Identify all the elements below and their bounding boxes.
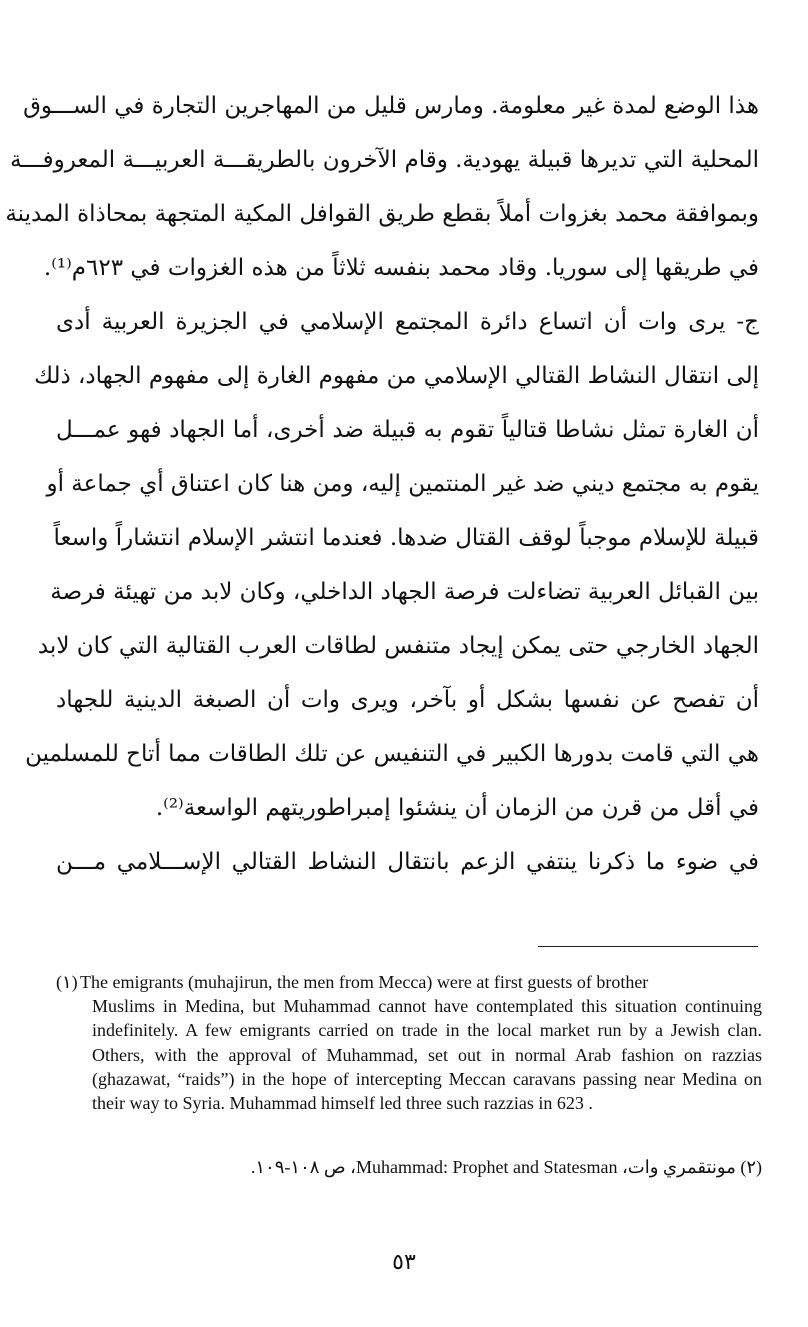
body-line-3: وبموافقة محمد بغزوات أملاً بقطع طريق القوافل المكية المتجهة بمحاذاة المدينة	[5, 201, 759, 227]
body-line-5: ج- يرى وات أن اتساع دائرة المجتمع الإسلامي في الجزيرة العربية أدى	[56, 309, 759, 335]
footnote-1-marker: (١)	[56, 972, 78, 992]
footnote-separator	[538, 946, 758, 947]
footnote-1-lead: The emigrants (muhajirun, the men from Mecca) were at first guests of brother	[80, 972, 649, 992]
body-line-8: يقوم به مجتمع ديني ضد غير المنتمين إليه، ومن هنا كان اعتناق أي جماعة أو	[46, 471, 759, 497]
body-line-12: أن تفصح عن نفسها بشكل أو بآخر، ويرى وات أن الصبغة الدينية للجهاد	[56, 687, 759, 713]
footnote-1	[56, 970, 762, 1115]
body-line-13: هي التي قامت بدورها الكبير في التنفيس عن تلك الطاقات مما أتاح للمسلمين	[25, 741, 759, 767]
body-line-11: الجهاد الخارجي حتى يمكن إيجاد متنفس لطاقات العرب القتالية التي كان لابد	[37, 633, 759, 659]
body-line-4: في طريقها إلى سوريا. وقاد محمد بنفسه ثلاثاً من هذه الغزوات في ٦٢٣م⁽¹⁾.	[43, 255, 759, 281]
body-line-2: المحلية التي تديرها قبيلة يهودية. وقام الآخرون بالطريقـــة العربيـــة المعروفـــة	[10, 147, 759, 173]
page-number: ٥٣	[392, 1250, 416, 1275]
footnote-1-body: Muslims in Medina, but Muhammad cannot have contemplated this situation continuing indefinitely. A few emigrants carried on trade in the local market run by a Jewish clan. Others, with the approval of Muhammad, set out in normal Arab fashion on razzias (ghazawat, “raids”) in the hope of intercepting Meccan caravans passing near Medina on their way to Syria. Muhammad himself led three such razzias in 623 .	[92, 996, 762, 1114]
body-line-10: بين القبائل العربية تضاءلت فرصة الجهاد الداخلي، وكان لابد من تهيئة فرصة	[50, 579, 759, 605]
footnote-2: (٢) مونتقمري وات، Muhammad: Prophet and Statesman، ص ١٠٨-١٠٩.	[250, 1157, 762, 1177]
body-line-15: في ضوء ما ذكرنا ينتفي الزعم بانتقال النشاط القتالي الإســـلامي مـــن	[56, 849, 759, 875]
body-line-7: أن الغارة تمثل نشاطا قتالياً تقوم به قبيلة ضد أخرى، أما الجهاد فهو عمـــل	[56, 417, 759, 443]
body-line-6: إلى انتقال النشاط القتالي الإسلامي من مفهوم الغارة إلى مفهوم الجهاد، ذلك	[34, 363, 759, 389]
body-line-9: قبيلة للإسلام موجباً لوقف القتال ضدها. فعندما انتشر الإسلام انتشاراً واسعاً	[53, 525, 759, 551]
body-line-14: في أقل من قرن من الزمان أن ينشئوا إمبراطوريتهم الواسعة⁽²⁾.	[155, 795, 759, 821]
body-line-1: هذا الوضع لمدة غير معلومة. ومارس قليل من المهاجرين التجارة في الســـوق	[23, 93, 759, 119]
